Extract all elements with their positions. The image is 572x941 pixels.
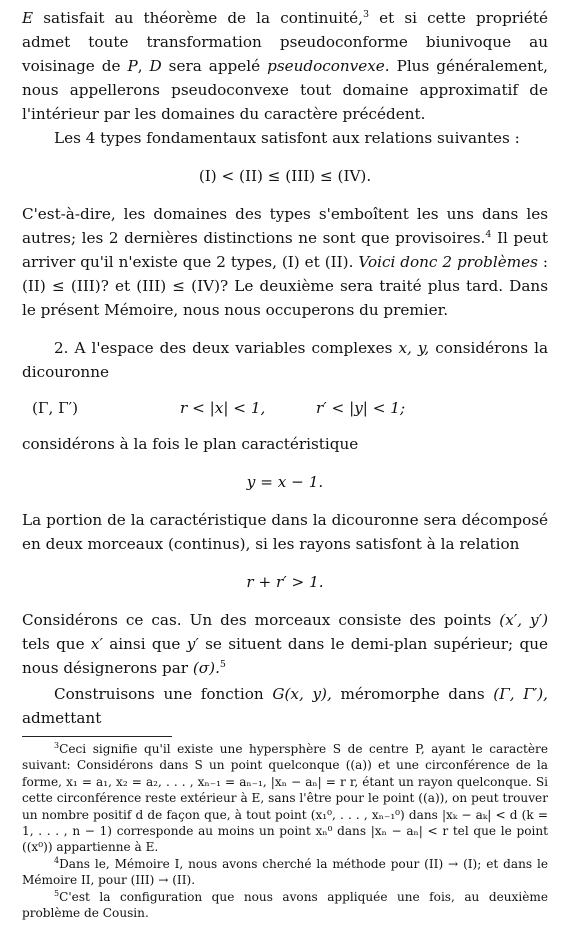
footnote-5: [22, 889, 548, 922]
footnote-divider: [22, 736, 172, 737]
text-span: C'est la configuration que nous avons appliquée une fois, au deuxième problème de Cousin.: [22, 889, 548, 921]
text-span: tels que: [22, 635, 91, 653]
equation-y-bound: r′ < |y| < 1;: [316, 399, 406, 417]
math-P: P: [127, 57, 138, 75]
text-span: Il peut arriver qu'il n'existe que 2 types, (I) et (II).: [22, 229, 548, 271]
equation-characteristic: y = x − 1.: [246, 473, 324, 491]
equation-label: (Γ, Γ′): [32, 399, 79, 417]
math-point: (x′, y′): [499, 611, 548, 629]
text-span: admettant: [22, 709, 102, 727]
footnote-ref-3[interactable]: 3: [362, 8, 369, 20]
footnote-ref-4[interactable]: 4: [485, 228, 492, 240]
text-span: 2. A l'espace des deux variables complexes: [54, 339, 399, 357]
text-span: ,: [137, 57, 150, 75]
text-span: sera appelé: [161, 57, 268, 75]
text-span: satisfait au théorème de la continuité,: [33, 9, 363, 27]
footnote-number: 5: [54, 888, 60, 898]
text-span: ainsi que: [102, 635, 187, 653]
math-y: y,: [417, 339, 430, 357]
math-xprime: x′: [90, 635, 103, 653]
equation-radii: r + r′ > 1.: [246, 573, 324, 591]
math-yprime: y′: [186, 635, 199, 653]
text-span: considérons la dicouronne: [22, 339, 549, 381]
text-span: se situent dans le demi-plan supérieur; que nous désignerons par: [22, 635, 548, 677]
footnote-ref-5[interactable]: 5: [219, 658, 226, 670]
page: [22, 0, 548, 921]
math-D: D: [149, 57, 162, 75]
math-gamma: (Γ, Γ′),: [493, 685, 548, 703]
footnote-4: [22, 856, 548, 889]
paragraph-pseudoconvexe: [22, 6, 548, 126]
text-span: méromorphe dans: [331, 685, 494, 703]
footnote-3: [22, 741, 548, 856]
equation-type-relations: (I) < (II) ≤ (III) ≤ (IV).: [198, 167, 372, 185]
math-x: x,: [398, 339, 412, 357]
phrase-voici-donc: Voici donc 2 problèmes: [358, 253, 538, 271]
paragraph-problems: [22, 202, 548, 322]
text-span: et si cette propriété admet toute transformation pseudoconforme biunivoque au voisinage de: [22, 9, 548, 75]
paragraph-morceaux: [22, 608, 548, 680]
math-G: G(x, y),: [272, 685, 332, 703]
paragraph-construisons: [22, 682, 548, 730]
text-span: C'est-à-dire, les domaines des types s'emboîtent les uns dans les autres; les 2 dernières distinctions ne sont que provisoires.: [22, 205, 548, 247]
text-span: Plus généralement, nous appellerons pseudoconvexe tout domaine approximatif de l'intérieur par les domaines du caractère précédent.: [22, 57, 548, 123]
paragraph-plan: considérons à la fois le plan caractéristique: [22, 435, 359, 453]
paragraph-types: Les 4 types fondamentaux satisfont aux relations suivantes :: [54, 129, 520, 147]
math-sigma: (σ).: [192, 659, 220, 677]
text-span: : (II) ≤ (III)? et (III) ≤ (IV)? Le deuxième sera traité plus tard. Dans le présent Mémoire, nous nous occuperons du premier.: [22, 253, 548, 319]
paragraph-section-2: [22, 336, 548, 384]
paragraph-portion: La portion de la caractéristique dans la dicouronne sera décomposé en deux morceaux (continus), si les rayons satisfont à la relation: [22, 511, 548, 553]
term-pseudoconvexe: pseudoconvexe.: [267, 57, 390, 75]
footnote-number: 3: [54, 740, 60, 750]
text-span: Dans le, Mémoire I, nous avons cherché la méthode pour (II) → (I); et dans le Mémoire II, pour (III) → (II).: [22, 856, 548, 888]
text-span: Construisons une fonction: [54, 685, 273, 703]
equation-dicouronne: [22, 396, 548, 420]
footnote-number: 4: [54, 855, 60, 865]
equation-x-bound: r < |x| < 1,: [180, 399, 266, 417]
text-span: Considérons ce cas. Un des morceaux consiste des points: [22, 611, 500, 629]
math-E: E: [22, 9, 34, 27]
text-span: Ceci signifie qu'il existe une hypersphère S de centre P, ayant le caractère suivant: Considérons dans S un point quelconque ((a)) et une circonférence de la forme, x₁ = a₁, x₂ = a₂, . . . , xₙ₋₁ = aₙ₋₁, |xₙ − aₙ| = r r, étant un rayon quelconque. Si cette circonférence reste extérieur à E, sans l'être pour le point ((a)), on peut trouver un nombre positif d de façon que, à tout point (x₁⁰, . . . , xₙ₋₁⁰) dans |xₖ − aₖ| < d (k = 1, . . . , n − 1) corresponde au moins un point xₙ⁰ dans |xₙ − aₙ| < r tel que le point ((x⁰)) appartienne à E.: [22, 742, 548, 855]
